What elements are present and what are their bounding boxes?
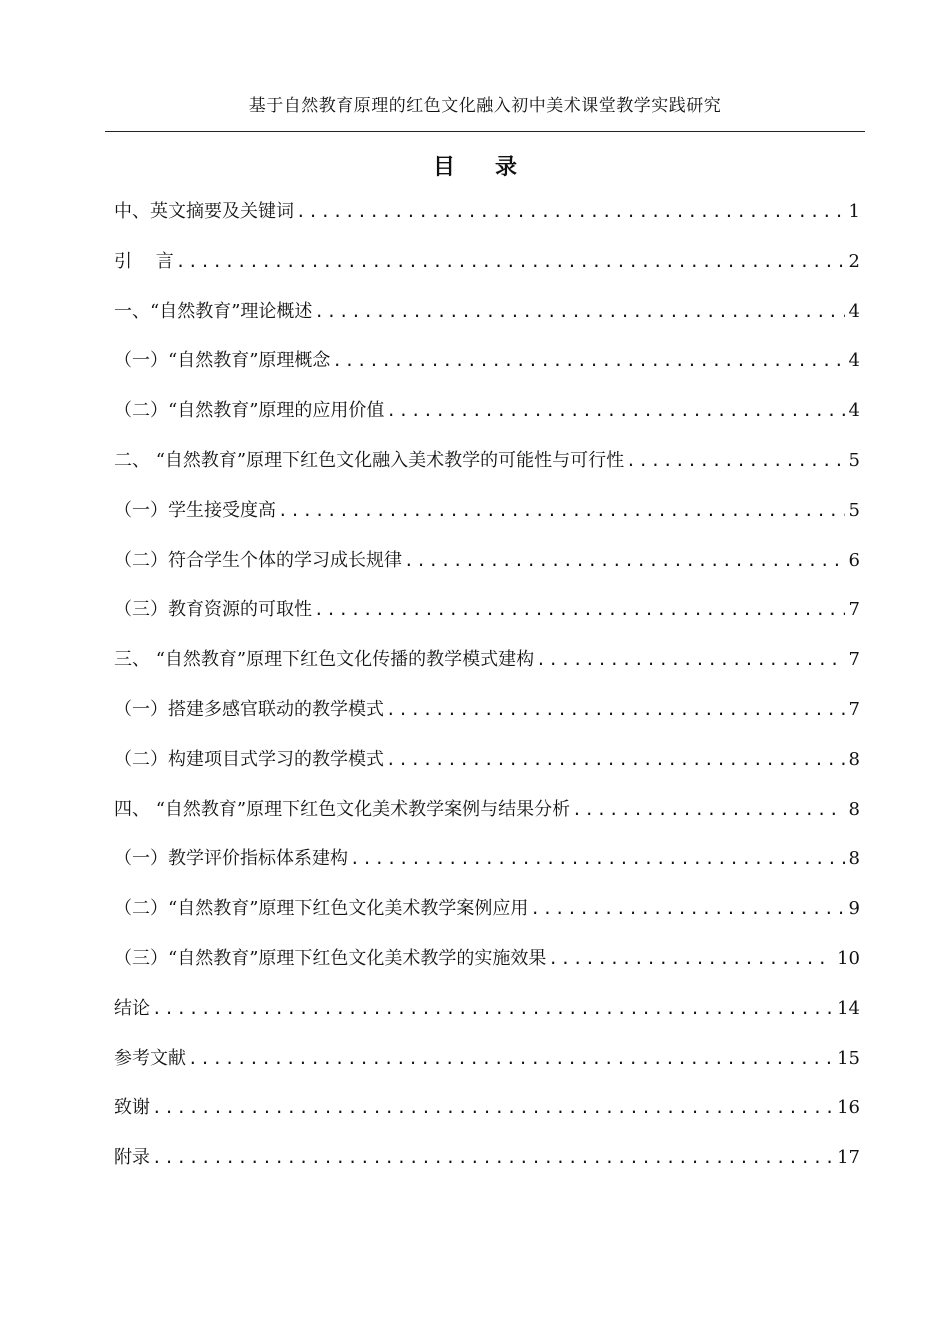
toc-entry-text: 附录 — [114, 1147, 150, 1169]
toc-entry-text: （三）教育资源的可取性 — [114, 599, 312, 621]
toc-entry-page: 5 — [848, 449, 860, 471]
toc-entry-text: 四、 “自然教育”原理下红色文化美术教学案例与结果分析 — [114, 798, 571, 820]
toc-entry-page: 14 — [837, 997, 860, 1019]
toc-entry-text: （一）教学评价指标体系建构 — [114, 848, 348, 870]
toc-entry-section-3-1[interactable] — [114, 693, 860, 743]
toc-entry-page: 8 — [848, 798, 860, 820]
toc-entry-text: 致谢 — [114, 1097, 150, 1119]
toc-entry-page: 5 — [848, 499, 860, 521]
toc-entry-text: （二）符合学生个体的学习成长规律 — [114, 549, 402, 571]
toc-entry-section-4-2[interactable] — [114, 892, 860, 942]
toc-leader-dots — [348, 842, 845, 876]
toc-entry-text: 二、 “自然教育”原理下红色文化融入美术教学的可能性与可行性 — [114, 449, 625, 471]
toc-entry-section-2-1[interactable] — [114, 494, 860, 544]
toc-leader-dots — [150, 1091, 833, 1125]
toc-entry-page: 7 — [848, 599, 860, 621]
toc-entry-page: 10 — [837, 947, 860, 969]
toc-entry-page: 15 — [837, 1047, 860, 1069]
toc-entry-abstract[interactable] — [114, 195, 860, 245]
toc-entry-text: （二）“自然教育”原理的应用价值 — [114, 400, 385, 422]
toc-entry-section-4-1[interactable] — [114, 842, 860, 892]
toc-entry-page: 8 — [848, 848, 860, 870]
toc-entry-page: 4 — [848, 350, 860, 372]
toc-entry-text: （一）搭建多感官联动的教学模式 — [114, 698, 384, 720]
toc-leader-dots — [384, 394, 844, 428]
toc-entry-introduction[interactable] — [114, 245, 860, 295]
toc-entry-page: 4 — [848, 400, 860, 422]
toc-entry-section-2-2[interactable] — [114, 544, 860, 594]
toc-leader-dots — [384, 743, 845, 777]
toc-entry-chapter-3[interactable] — [114, 643, 860, 693]
toc-leader-dots — [150, 992, 833, 1026]
toc-leader-dots — [276, 494, 845, 528]
toc-entry-page: 9 — [848, 898, 860, 920]
toc-title-char-1: 目 — [432, 155, 455, 180]
toc-leader-dots — [384, 693, 845, 727]
toc-leader-dots — [150, 1141, 833, 1175]
toc-entry-section-2-3[interactable] — [114, 593, 860, 643]
toc-entry-references[interactable] — [114, 1042, 860, 1092]
toc-leader-dots — [402, 544, 845, 578]
toc-entry-text: 参考文献 — [114, 1047, 186, 1069]
toc-entry-text: 中、英文摘要及关键词 — [114, 201, 294, 222]
toc-leader-dots — [546, 942, 833, 976]
toc-entry-page: 7 — [848, 649, 860, 671]
toc-entry-section-1-1[interactable] — [114, 344, 860, 394]
toc-entry-page: 7 — [848, 698, 860, 720]
toc-entry-chapter-1[interactable] — [114, 295, 860, 345]
toc-entry-section-1-2[interactable] — [114, 394, 860, 444]
toc-leader-dots — [570, 793, 844, 827]
toc-leader-dots — [624, 444, 844, 478]
toc-leader-dots — [528, 892, 844, 926]
table-of-contents — [114, 195, 860, 1191]
toc-entry-text: 一、“自然教育”理论概述 — [114, 300, 313, 322]
toc-entry-text: 结论 — [114, 997, 150, 1019]
toc-entry-text: （二）构建项目式学习的教学模式 — [114, 748, 384, 770]
toc-entry-chapter-4[interactable] — [114, 793, 860, 843]
toc-title — [0, 150, 950, 181]
toc-entry-chapter-2[interactable] — [114, 444, 860, 494]
toc-leader-dots — [312, 295, 844, 329]
toc-leader-dots — [312, 593, 845, 627]
toc-title-char-2: 录 — [495, 155, 518, 180]
toc-entry-text: （一）“自然教育”原理概念 — [114, 350, 331, 372]
toc-entry-acknowledgements[interactable] — [114, 1091, 860, 1141]
toc-entry-page: 16 — [837, 1097, 860, 1119]
toc-entry-page: 6 — [848, 549, 860, 571]
toc-entry-text: （三）“自然教育”原理下红色文化美术教学的实施效果 — [114, 947, 547, 969]
toc-entry-section-4-3[interactable] — [114, 942, 860, 992]
toc-entry-text: （一）学生接受度高 — [114, 499, 276, 521]
toc-entry-conclusion[interactable] — [114, 992, 860, 1042]
toc-entry-page: 4 — [848, 300, 860, 322]
toc-entry-page: 17 — [837, 1147, 860, 1169]
toc-leader-dots — [330, 344, 844, 378]
toc-entry-page: 8 — [848, 748, 860, 770]
toc-entry-page: 1 — [848, 201, 860, 222]
toc-entry-text: 引 言 — [114, 250, 174, 272]
toc-entry-page: 2 — [848, 250, 860, 272]
toc-entry-appendix[interactable] — [114, 1141, 860, 1191]
toc-leader-dots — [186, 1042, 833, 1076]
toc-leader-dots — [534, 643, 844, 677]
header-rule — [105, 131, 865, 132]
toc-entry-section-3-2[interactable] — [114, 743, 860, 793]
toc-entry-text: （二）“自然教育”原理下红色文化美术教学案例应用 — [114, 898, 529, 920]
toc-leader-dots — [174, 245, 845, 279]
toc-leader-dots — [294, 195, 845, 229]
running-header: 基于自然教育原理的红色文化融入初中美术课堂教学实践研究 — [248, 96, 722, 116]
toc-entry-text: 三、 “自然教育”原理下红色文化传播的教学模式建构 — [114, 649, 535, 671]
